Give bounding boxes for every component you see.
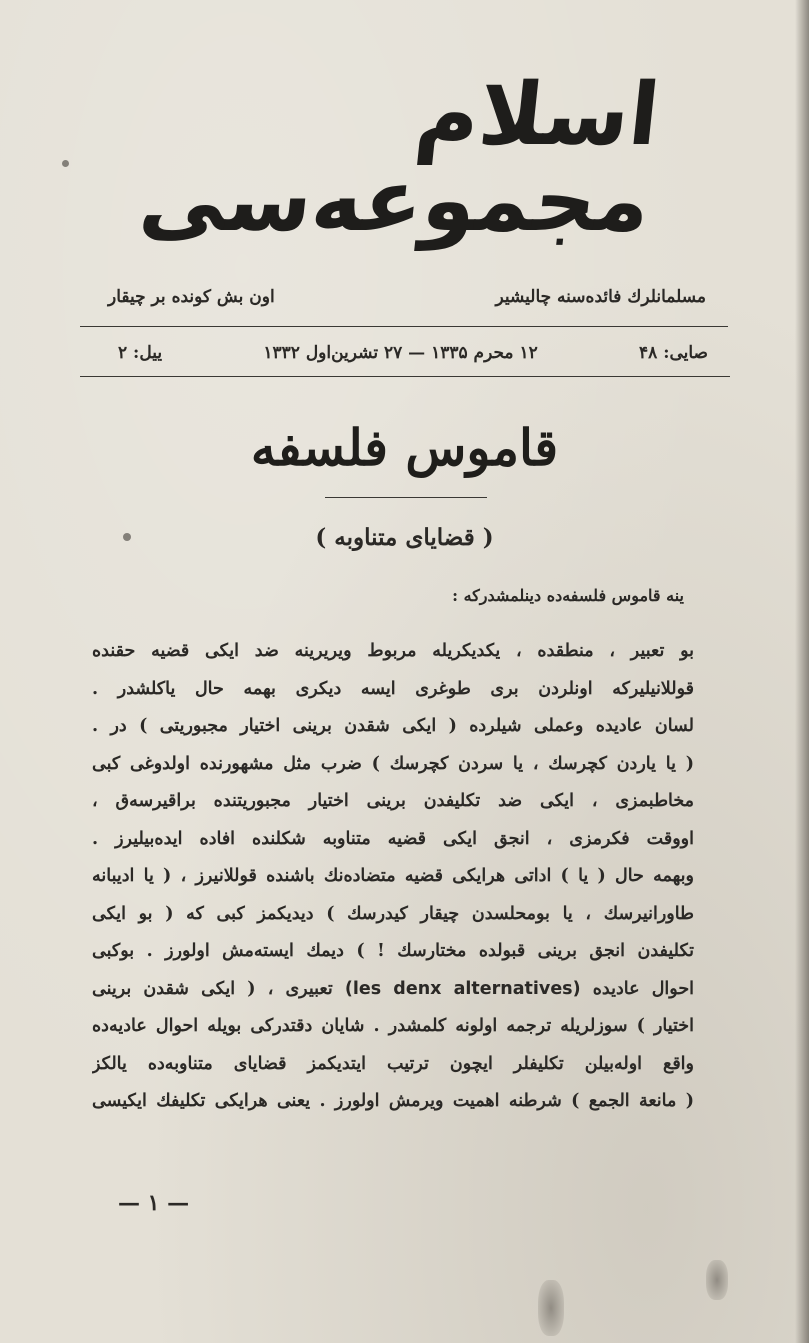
paper-spot — [123, 533, 131, 541]
body-line: اختیار ) سوزلریله ترجمه اولونه کلمشدر . شایان دقتدرکی بویله احوال عادیه‌ده — [92, 1016, 694, 1036]
body-line: طاورانیرسك ، یا بومحلسدن چیقار کیدرسك ) دیدیکمز کبی که ( بو ایکی — [92, 903, 694, 924]
issue-info-row — [118, 337, 708, 369]
body-line: ( یا یاردن کچرسك ، یا سردن کچرسك ) ضرب مثل مشهورنده اولدوغی کبی — [92, 753, 694, 774]
masthead-text: اسلام مجموعه‌سی — [135, 65, 665, 251]
issue-number: صایی: ۴۸ — [639, 343, 708, 363]
french-term: (les denx alternatives) — [344, 978, 581, 999]
page-number: — ۱ — — [118, 1190, 190, 1216]
body-line: اووقت فکرمزی ، انجق ایکی قضیه متناوبه شکلنده افاده ایده‌بیلیرز . — [92, 828, 694, 849]
masthead-logo — [135, 65, 665, 251]
article-title: قاموس فلسفه — [250, 418, 559, 477]
body-line: مخاطبمزی ، ایکی ضد تکلیفدن برینی اختیار مجبوریتنده براقیرسه‌ق ، — [92, 791, 694, 811]
issue-date: ۱۲ محرم ۱۳۳۵ — ۲۷ تشرین‌اول ۱۳۳۲ — [263, 343, 538, 363]
paper-smudge — [538, 1280, 564, 1336]
article-body — [92, 633, 694, 1121]
body-line: تکلیفدن انجق برینی قبولده مختارسك ! ) دیمك ایسته‌مش اولورز . بوکبی — [92, 941, 694, 961]
body-line: ( مانعة الجمع ) شرطنه اهمیت ویرمش اولورز . یعنی هرایکی تکلیفك ایکیسی — [92, 1091, 694, 1111]
title-underline — [325, 497, 487, 498]
body-line-with-french: احوال عادیده (les denx alternatives) تعبیری ، ( ایکی شقدن برینی — [92, 978, 694, 999]
header-rule-bottom — [80, 376, 730, 377]
body-line: بو تعبیر ، منطقده ، یکدیکریله مربوط ویریرینه ضد ایکی قضیه حقنده — [92, 641, 694, 661]
tagline-purpose: مسلمانلرك فائده‌سنه چالیشیر — [495, 287, 706, 307]
tagline-frequency: اون بش کونده بر چیقار — [108, 287, 275, 307]
header-rule-top — [80, 326, 728, 327]
paper-spot — [62, 160, 69, 167]
paper-smudge — [706, 1260, 728, 1300]
issue-volume: ییل: ۲ — [118, 343, 163, 363]
body-line: لسان عادیده وعملی شیلرده ( ایکی شقدن برینی اختیار مجبوریتی ) در . — [92, 716, 694, 736]
article-intro: ینه قاموس فلسفه‌ده دینلمشدرکه : — [452, 586, 684, 605]
tagline-row — [108, 282, 706, 312]
page-edge-shadow — [795, 0, 809, 1343]
body-line: وبهمه حال ( یا ) اداتی هرایکی قضیه متضاده‌نك باشنده قوللانیرز ، ( یا ادیبانه — [92, 866, 694, 886]
article-subheading: ( قضایای متناوبه ) — [315, 524, 494, 551]
body-line: واقع اوله‌بیلن تکلیفلر ایچون ترتیب ایتدیکمز قضایای متناوبه‌ده یالکز — [92, 1053, 694, 1074]
body-line: قوللانیلیرکه اونلردن بری طوغری ایسه دیکری بهمه حال یاکلشدر . — [92, 678, 694, 699]
